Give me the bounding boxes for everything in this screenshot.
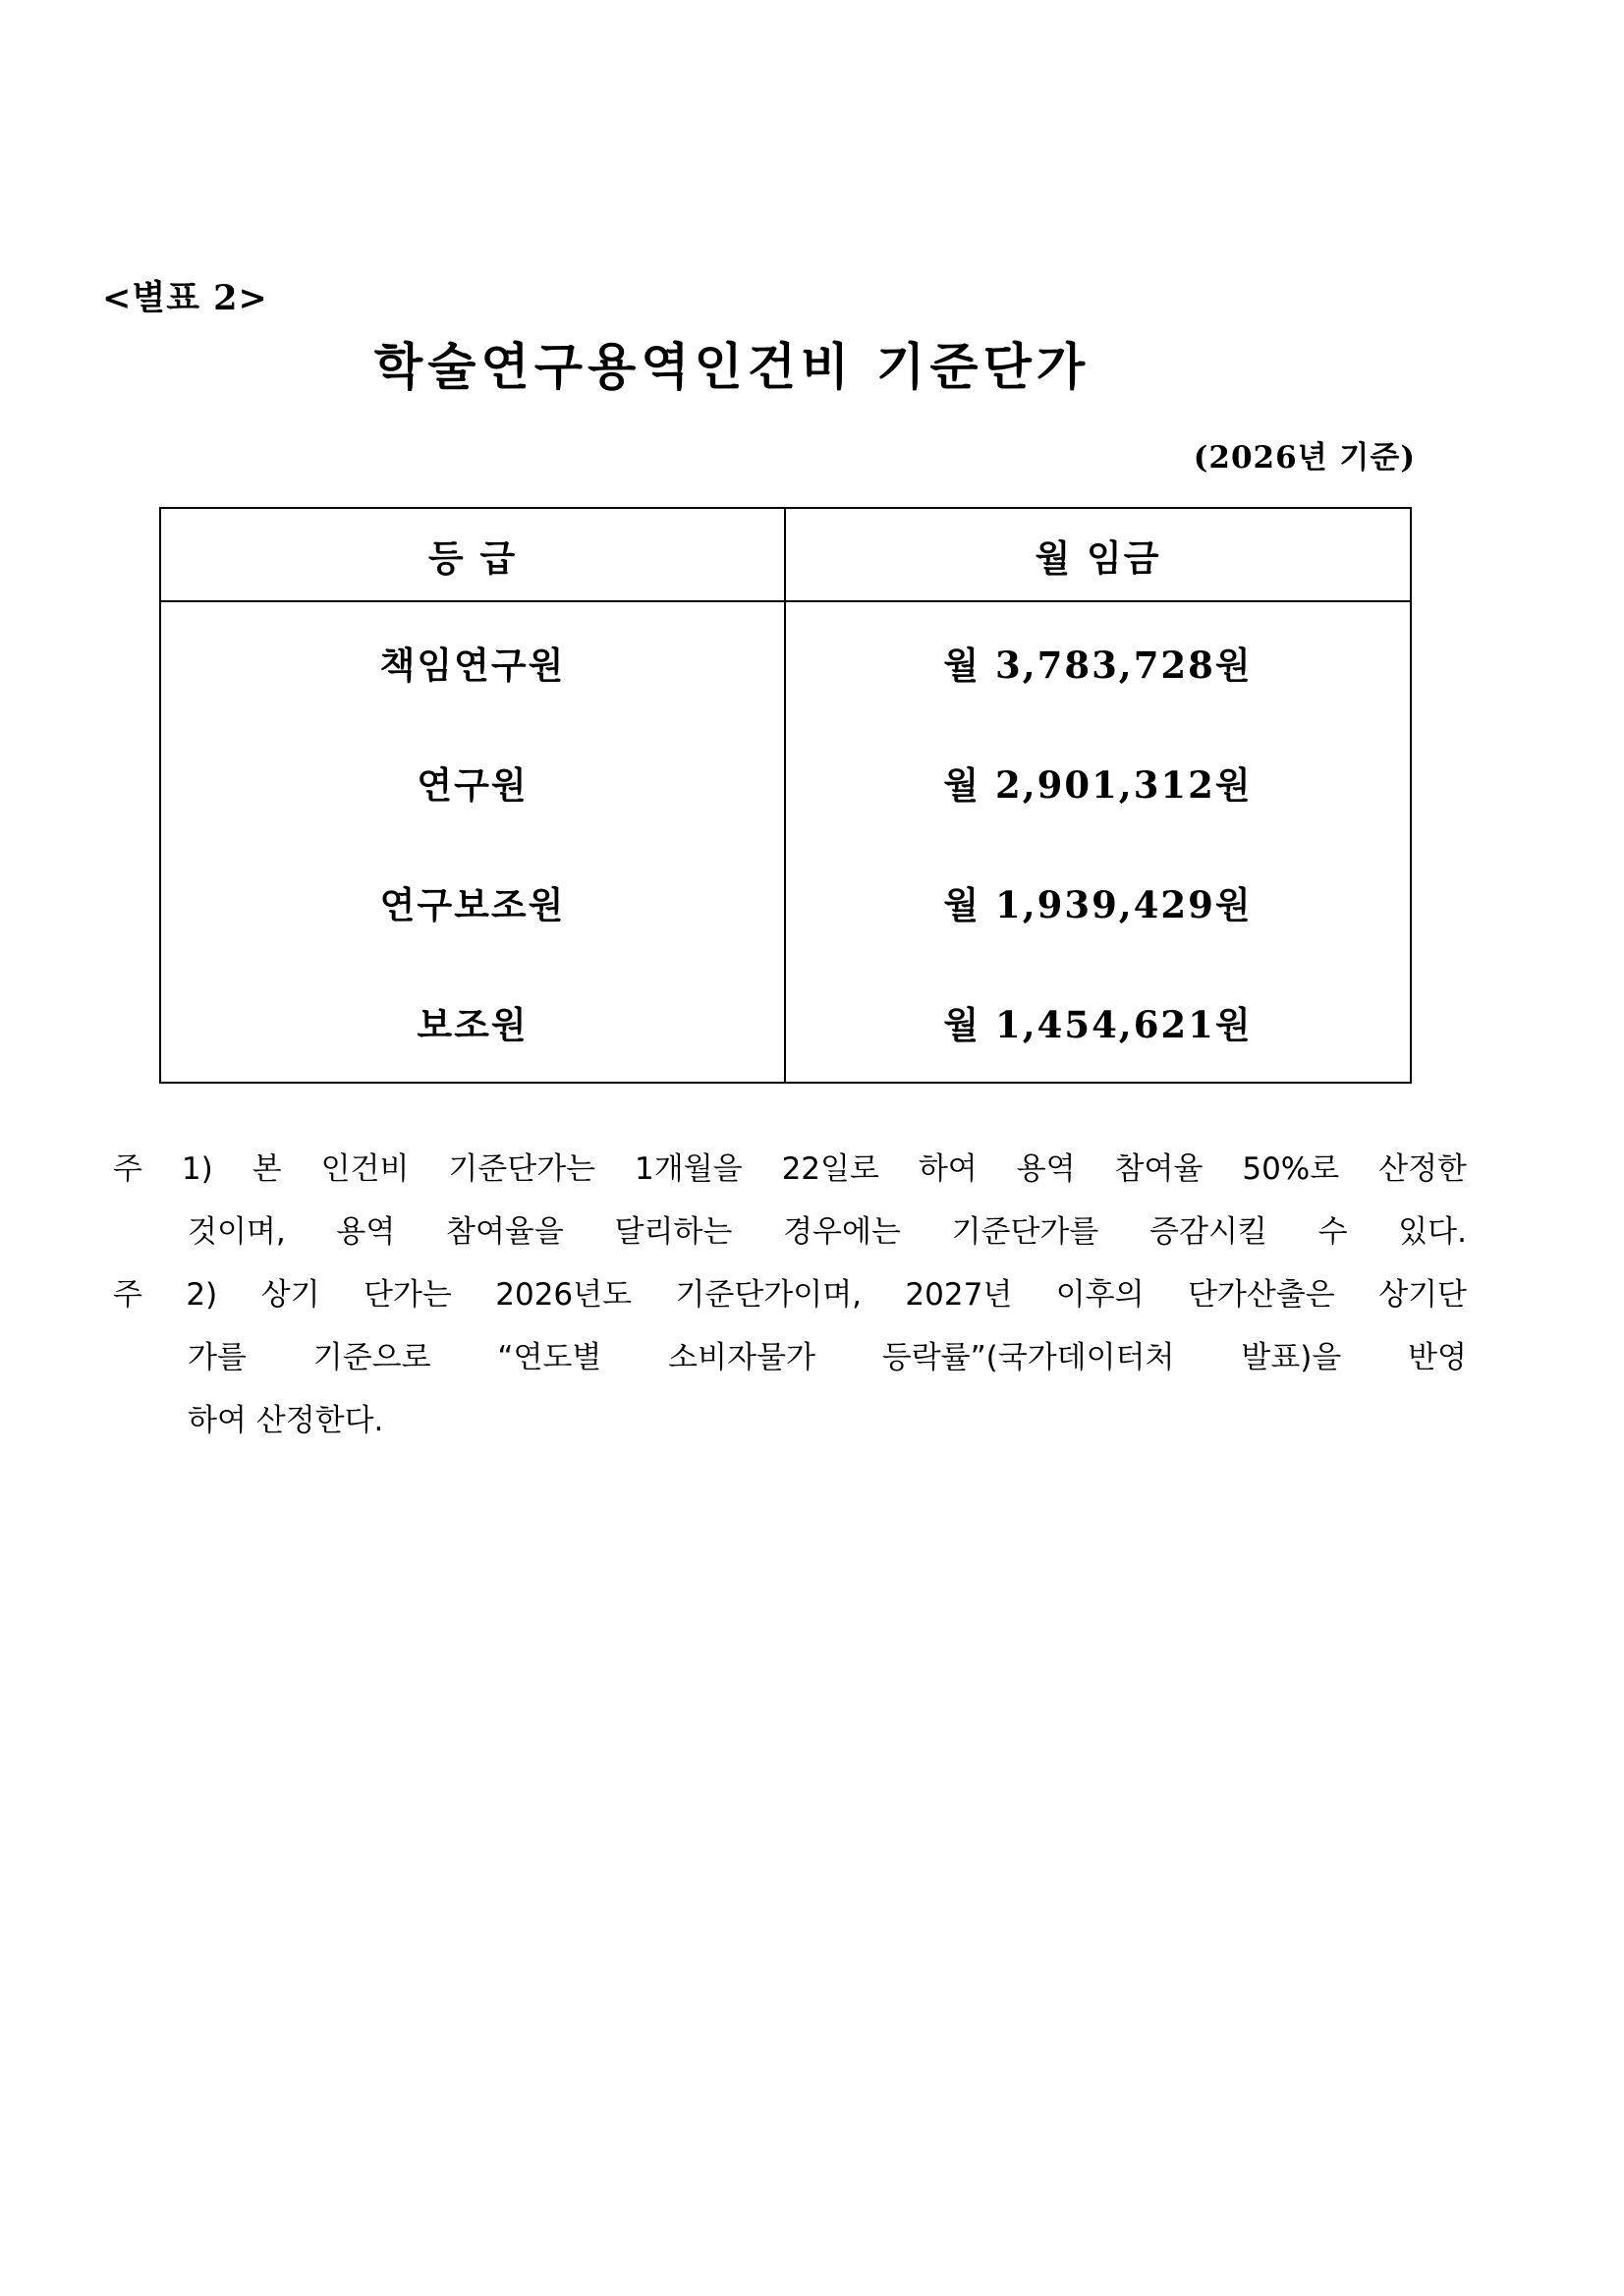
page-title: 학술연구용역인건비 기준단가 [373,338,1091,397]
table-row [161,842,1410,962]
grade-cell: 연구보조원 [161,842,786,962]
grade-cell: 보조원 [161,962,786,1082]
table-row [161,602,1410,722]
footnotes [113,1138,1467,1452]
table-header-row [161,509,1410,602]
wage-cell: 월 1,939,429원 [943,883,1253,926]
grade-cell: 연구원 [161,722,786,842]
column-header-grade: 등 급 [161,509,786,600]
table-row [161,722,1410,842]
note-1-line-1: 주 1) 본 인건비 기준단가는 1개월을 22일로 하여 용역 참여율 50%로 산정한 [113,1151,1467,1187]
note-2-line-1: 주 2) 상기 단가는 2026년도 기준단가이며, 2027년 이후의 단가산출은 상기단 [113,1277,1467,1313]
column-header-monthly-wage: 월 임금 [1035,535,1161,580]
wage-cell: 월 1,454,621원 [943,1003,1253,1046]
note-2-line-3: 하여 산정한다. [188,1403,384,1438]
basis-year-note: (2026년 기준) [1193,440,1416,476]
wage-rate-table [159,507,1412,1084]
appendix-label: <별표 2> [102,278,268,318]
grade-cell: 책임연구원 [161,602,786,722]
wage-cell: 월 3,783,728원 [943,644,1253,687]
table-row [161,962,1410,1082]
note-1-line-2: 것이며, 용역 참여율을 달리하는 경우에는 기준단가를 증감시킬 수 있다. [188,1214,1467,1250]
wage-cell: 월 2,901,312원 [943,763,1253,807]
note-2-line-2: 가를 기준으로 “연도별 소비자물가 등락률”(국가데이터처 발표)을 반영 [188,1340,1467,1375]
